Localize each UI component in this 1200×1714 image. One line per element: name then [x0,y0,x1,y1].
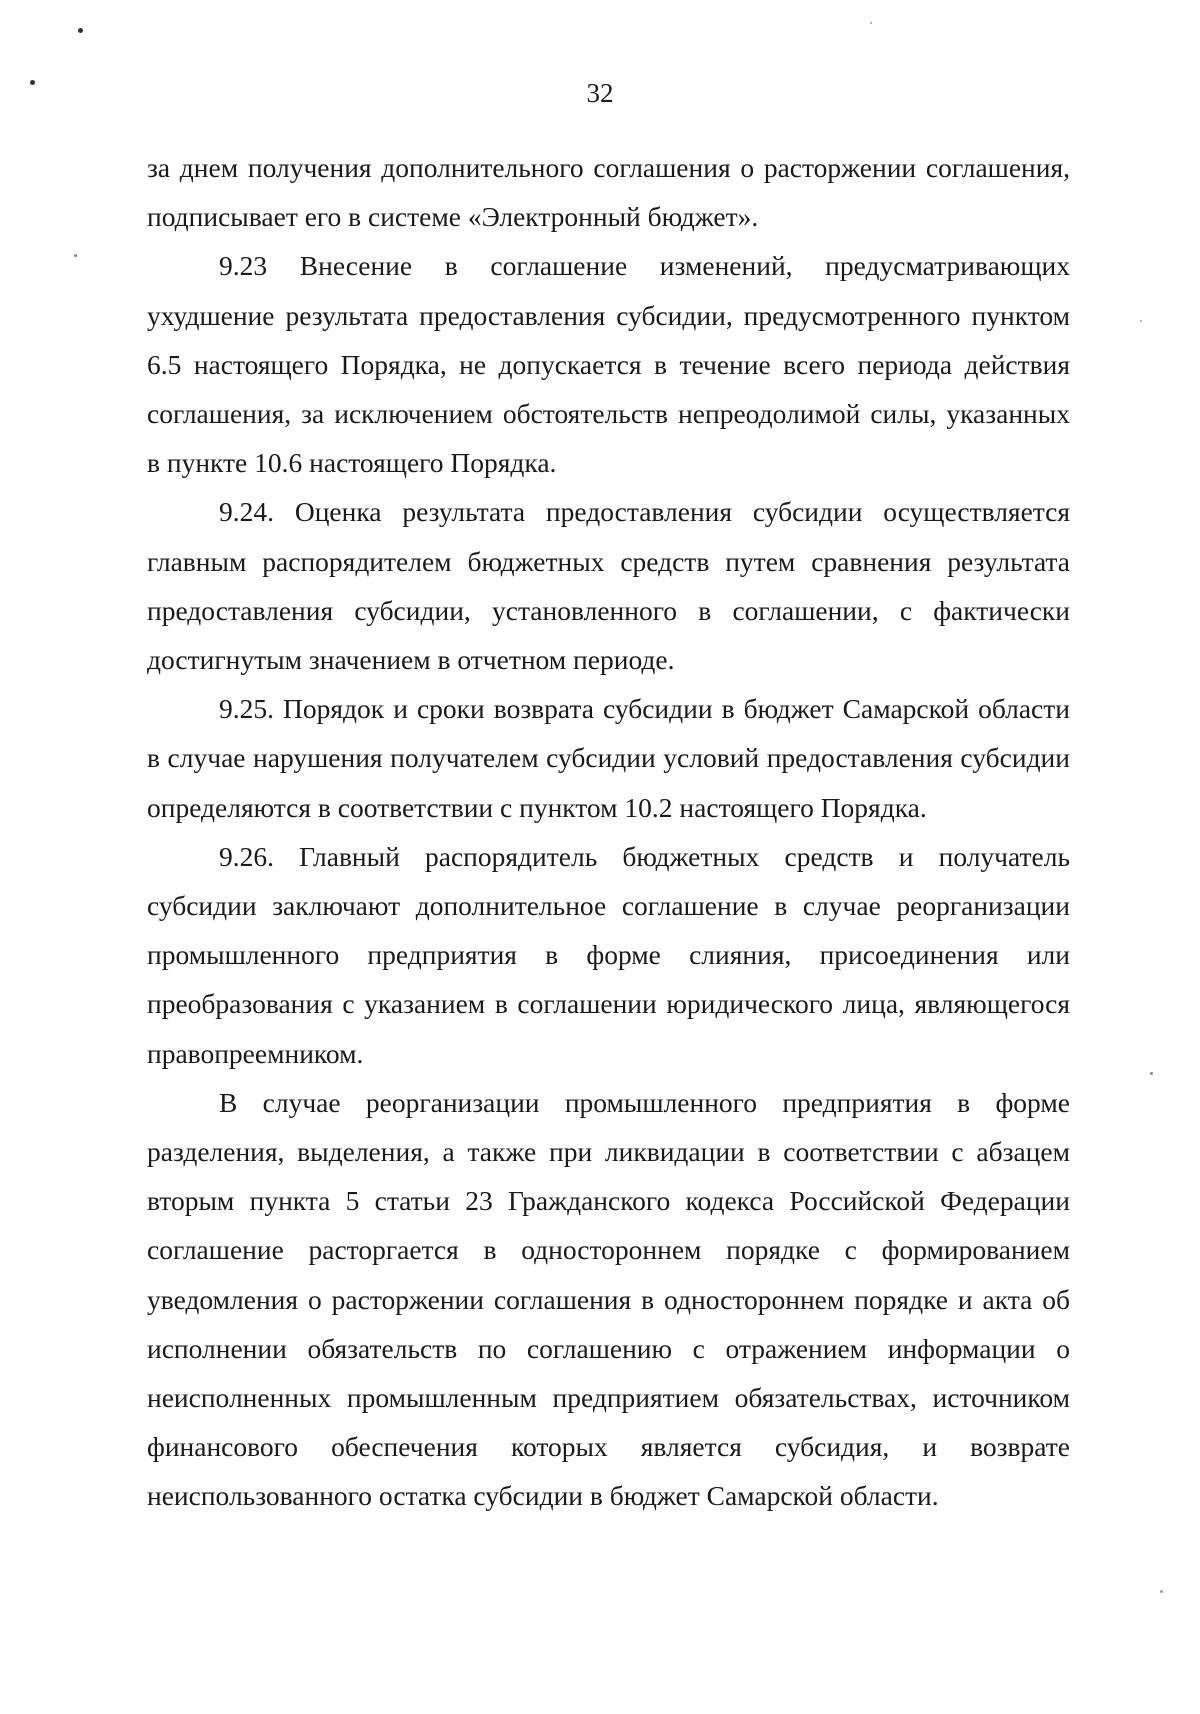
scan-speck [1160,1590,1163,1593]
scan-speck [78,28,83,33]
scan-speck [74,254,77,257]
scan-speck [1140,320,1142,322]
document-body [147,143,1070,1521]
page-number: 32 [586,78,614,108]
scan-speck [30,80,35,85]
paragraph-9-23: 9.23 Внесение в соглашение изменений, предусматривающих ухудшение результата предоставления субсидии, предусмотренного пунктом 6.5 настоящего Порядка, не допускается в течение всего периода действия соглашения, за исключением обстоятельств непреодолимой силы, указанных в пункте 10.6 настоящего Порядка. [147,250,1070,479]
scan-speck [870,22,872,24]
paragraph-continuation: за днем получения дополнительного соглашения о расторжении соглашения, подписывает его в системе «Электронный бюджет». [147,152,1070,233]
paragraph-9-25: 9.25. Порядок и сроки возврата субсидии в бюджет Самарской области в случае нарушения получателем субсидии условий предоставления субсидии определяются в соответствии с пунктом 10.2 настоящего Порядка. [147,693,1070,823]
paragraph-9-26: 9.26. Главный распорядитель бюджетных средств и получатель субсидии заключают дополнительное соглашение в случае реорганизации промышленного предприятия в форме слияния, присоединения или преобразования с указанием в соглашении юридического лица, являющегося правопреемником. [147,840,1070,1069]
scan-speck [1150,1072,1153,1075]
paragraph-reorganization: В случае реорганизации промышленного предприятия в форме разделения, выделения, а также при ликвидации в соответствии с абзацем вторым пункта 5 статьи 23 Гражданского кодекса Российской Федерации соглашение расторгается в одностороннем порядке с формированием уведомления о расторжении соглашения в одностороннем порядке и акта об исполнении обязательств по соглашению с отражением информации о неисполненных промышленным предприятием обязательствах, источником финансового обеспечения которых является субсидия, и возврате неиспользованного остатка субсидии в бюджет Самарской области. [147,1086,1070,1512]
paragraph-9-24: 9.24. Оценка результата предоставления субсидии осуществляется главным распорядителем бюджетных средств путем сравнения результата предоставления субсидии, установленного в соглашении, с фактически достигнутым значением в отчетном периоде. [147,496,1070,676]
